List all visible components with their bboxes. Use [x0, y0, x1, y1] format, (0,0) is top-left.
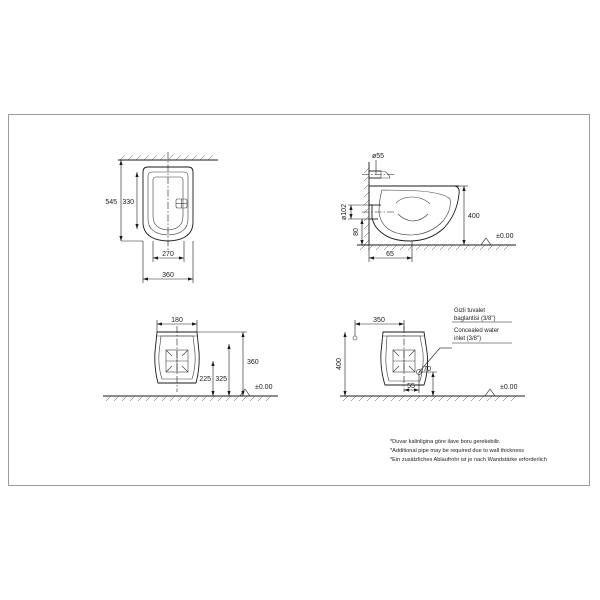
callout-turkish	[452, 308, 512, 322]
dim-label-225: 225	[199, 376, 211, 383]
dim-label-400-side-right: 400	[336, 358, 343, 370]
note-line-1: *Duvar kalinligina göre ilave boru gerekebilir.	[390, 439, 501, 445]
dim-360-top	[143, 241, 193, 283]
dim-65	[369, 241, 412, 262]
dim-350	[355, 317, 404, 336]
dim-label-55: 55	[407, 383, 415, 390]
drawing-notes	[390, 439, 547, 463]
dim-label-545: 545	[105, 199, 117, 206]
floor-hatching-side-right	[343, 396, 516, 401]
dim-325	[215, 344, 230, 396]
dim-label-360-front: 360	[247, 359, 259, 366]
level-mark-front	[240, 384, 273, 396]
floor-hatching-front	[106, 396, 271, 401]
wall-hatching-section	[364, 168, 369, 245]
dim-label-dia55: ø55	[372, 153, 385, 160]
dim-label-330: 330	[122, 199, 134, 206]
dim-330	[122, 172, 138, 229]
note-line-2: *Additional pipe may be required due to wall thickness	[390, 448, 525, 454]
floor-hatching-section	[360, 245, 509, 250]
callout-turkish-line2: baglantisi (3/8")	[454, 316, 496, 322]
dim-55	[404, 372, 419, 393]
dim-label-180: 180	[171, 317, 183, 324]
view-front	[103, 317, 278, 401]
dim-label-dia102: ø102	[341, 204, 348, 220]
wall-hatching-top	[120, 155, 213, 160]
dim-label-400-section: 400	[468, 213, 480, 220]
view-top	[105, 152, 218, 283]
callout-english	[452, 328, 512, 343]
callout-english-line2: inlet (3/8")	[454, 336, 482, 342]
dim-70	[419, 366, 437, 396]
level-label-section: ±0.00	[496, 233, 514, 240]
note-line-3: *Ein zusätzliches Ablaufrohr ist je nach Wandstärke erforderlich	[390, 457, 547, 463]
dim-label-350: 350	[373, 317, 385, 324]
callout-english-line1: Concealed water	[454, 328, 500, 334]
dim-label-80: 80	[353, 228, 360, 236]
view-side-section	[341, 153, 516, 262]
view-side-right	[336, 308, 525, 401]
callout-turkish-line1: Gizli tuvalet	[454, 308, 486, 314]
dim-label-360-top: 360	[162, 272, 174, 279]
dim-80	[353, 219, 364, 245]
level-mark-section	[481, 233, 514, 245]
dim-400-side-right	[336, 332, 347, 396]
level-mark-side-right	[485, 384, 518, 396]
dim-label-325: 325	[215, 376, 227, 383]
level-label-front: ±0.00	[255, 384, 273, 391]
dim-label-65: 65	[386, 251, 394, 258]
dim-270	[153, 241, 184, 262]
dim-225	[199, 361, 214, 396]
dim-label-270: 270	[162, 251, 174, 258]
level-label-side-right: ±0.00	[500, 384, 518, 391]
dim-label-70: 70	[423, 366, 431, 373]
dim-360-front	[197, 332, 259, 396]
